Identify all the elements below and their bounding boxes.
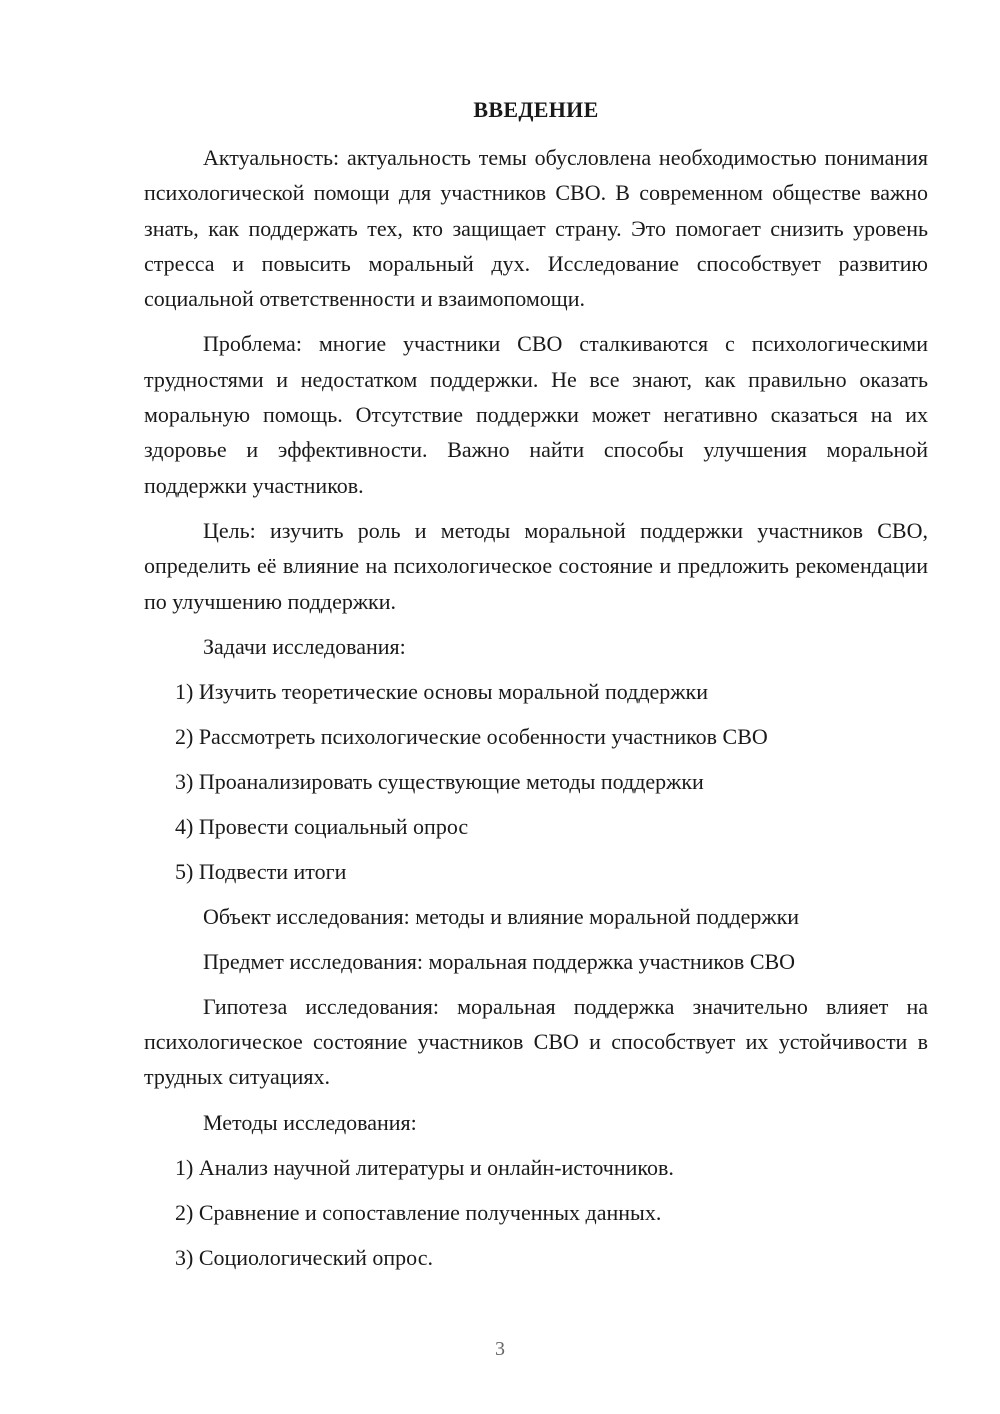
task-item: 1) Изучить теоретические основы моральной поддержки [175, 678, 708, 704]
task-item: 3) Проанализировать существующие методы поддержки [175, 768, 704, 794]
tasks-list [144, 674, 928, 889]
tasks-heading: Задачи исследования: [203, 633, 406, 659]
page-number: 3 [495, 1338, 505, 1360]
object-line: Объект исследования: методы и влияние моральной поддержки [203, 903, 800, 929]
hypothesis-paragraph: Гипотеза исследования: моральная поддержка значительно влияет на психологическое состояние участников СВО и способствует их устойчивости в трудных ситуациях. [144, 993, 928, 1090]
goal-paragraph: Цель: изучить роль и методы моральной поддержки участников СВО, определить её влияние на психологическое состояние и предложить рекомендации по улучшению поддержки. [144, 517, 928, 614]
task-item: 5) Подвести итоги [175, 858, 347, 884]
subject-line: Предмет исследования: моральная поддержка участников СВО [203, 948, 796, 974]
task-item: 4) Провести социальный опрос [175, 813, 469, 839]
document-page [144, 92, 928, 1285]
method-item: 1) Анализ научной литературы и онлайн-источников. [175, 1154, 674, 1180]
method-item: 3) Социологический опрос. [175, 1244, 433, 1270]
methods-heading: Методы исследования: [203, 1109, 417, 1135]
page-title: ВВЕДЕНИЕ [473, 97, 599, 122]
methods-list [144, 1150, 928, 1275]
task-item: 2) Рассмотреть психологические особенности участников СВО [175, 723, 768, 749]
relevance-paragraph: Актуальность: актуальность темы обусловлена необходимостью понимания психологической помощи для участников СВО. В современном обществе важно знать, как поддержать тех, кто защищает страну. Это помогает снизить уровень стресса и повысить моральный дух. Исследование способствует развитию социальной ответственности и взаимопомощи. [144, 145, 928, 312]
problem-paragraph: Проблема: многие участники СВО сталкиваются с психологическими трудностями и недостатком поддержки. Не все знают, как правильно оказать моральную помощь. Отсутствие поддержки может негативно сказаться на их здоровье и эффективности. Важно найти способы улучшения моральной поддержки участников. [144, 331, 928, 498]
method-item: 2) Сравнение и сопоставление полученных данных. [175, 1199, 662, 1225]
